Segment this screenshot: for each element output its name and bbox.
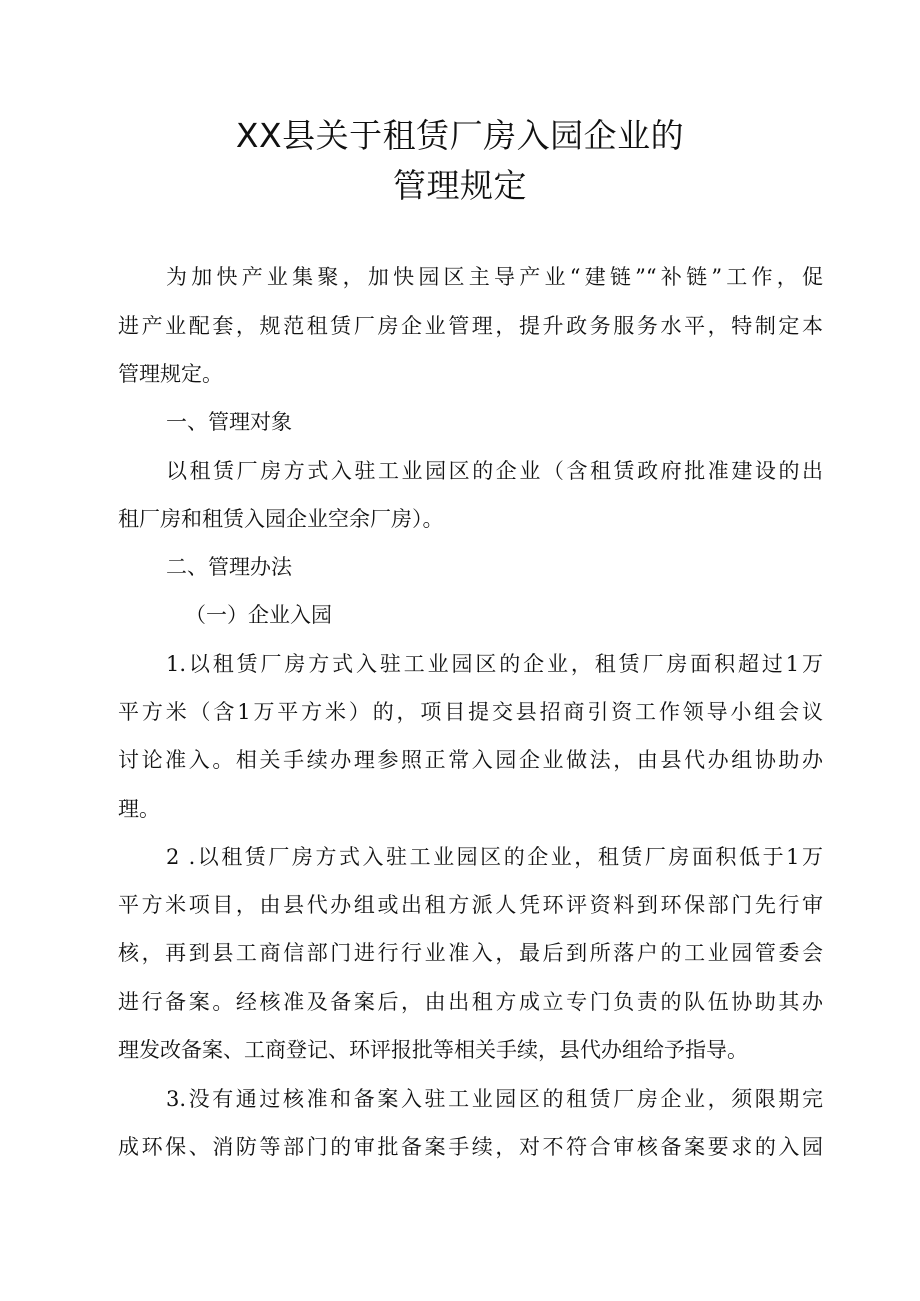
item-1-line-3: 讨论准入。相关手续办理参照正常入园企业做法，由县代办组协助办 bbox=[118, 748, 823, 772]
item-2-line-4: 进行备案。经核准及备案后，由出租方成立专门负责的队伍协助其办 bbox=[118, 990, 823, 1014]
paragraph-intro-line-3: 管理规定。 bbox=[118, 362, 223, 386]
paragraph-intro-line-2: 进产业配套，规范租赁厂房企业管理，提升政务服务水平，特制定本 bbox=[118, 314, 823, 338]
section-heading-1: 一、管理对象 bbox=[166, 410, 292, 434]
paragraph-scope-line-2: 租厂房和租赁入园企业空余厂房）。 bbox=[118, 507, 444, 531]
item-2-line-2: 平方米项目，由县代办组或出租方派人凭环评资料到环保部门先行审 bbox=[118, 893, 823, 917]
item-3-line-1: 3.没有通过核准和备案入驻工业园区的租赁厂房企业，须限期完 bbox=[166, 1087, 823, 1111]
item-1-line-2: 平方米（含1万平方米）的，项目提交县招商引资工作领导小组会议 bbox=[118, 700, 823, 724]
item-2-line-5: 理发改备案、工商登记、环评报批等相关手续，县代办组给予指导。 bbox=[118, 1038, 748, 1062]
item-1-line-4: 理。 bbox=[118, 797, 160, 821]
item-3-line-2: 成环保、消防等部门的审批备案手续，对不符合审核备案要求的入园 bbox=[118, 1135, 823, 1159]
item-2-line-1: 2 .以租赁厂房方式入驻工业园区的企业，租赁厂房面积低于1万 bbox=[166, 845, 823, 869]
document-title-line-1: XX县关于租赁厂房入园企业的 bbox=[235, 116, 685, 155]
document-title-line-2: 管理规定 bbox=[393, 166, 527, 205]
item-1-line-1: 1.以租赁厂房方式入驻工业园区的企业，租赁厂房面积超过1万 bbox=[166, 652, 823, 676]
subsection-heading-1: （一）企业入园 bbox=[185, 603, 332, 627]
item-2-line-3: 核，再到县工商信部门进行行业准入，最后到所落户的工业园管委会 bbox=[118, 941, 823, 965]
section-heading-2: 二、管理办法 bbox=[166, 555, 292, 579]
paragraph-scope-line-1: 以租赁厂房方式入驻工业园区的企业（含租赁政府批准建设的出 bbox=[166, 459, 823, 483]
paragraph-intro-line-1: 为加快产业集聚，加快园区主导产业“建链”“补链”工作，促 bbox=[166, 265, 823, 289]
